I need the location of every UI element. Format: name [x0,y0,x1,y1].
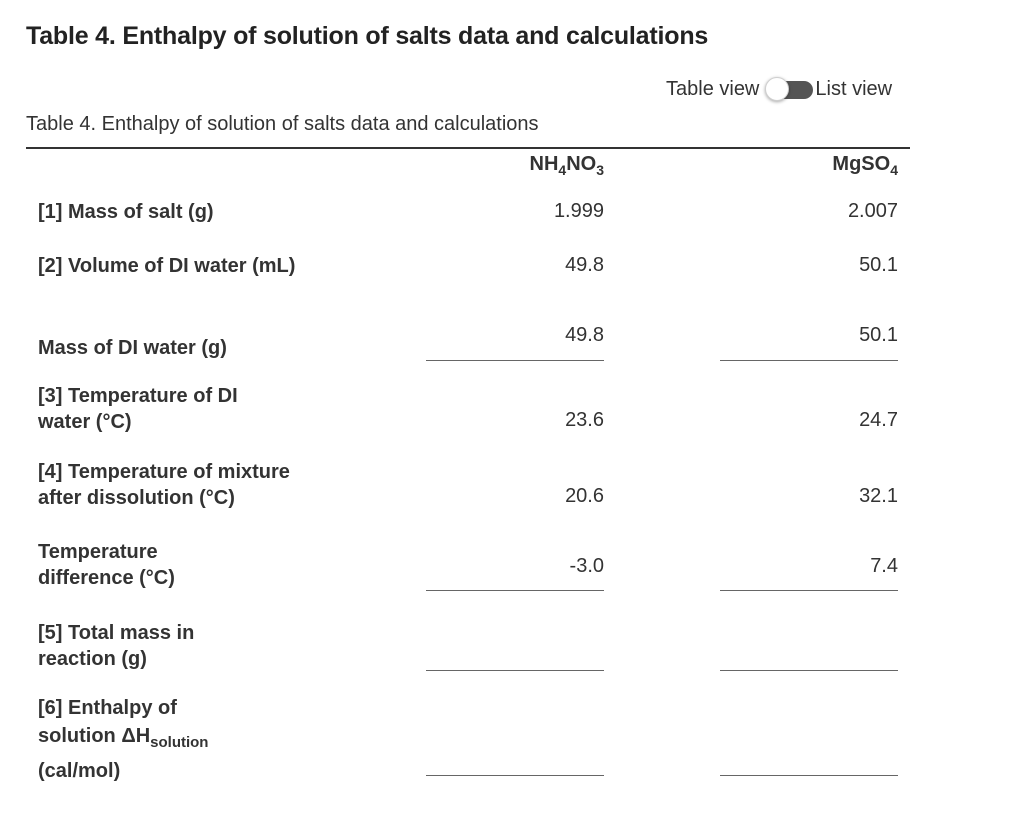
cell-temp-water-nh4no3: 23.6 [565,409,604,431]
label-line: after dissolution (°C) [38,487,235,509]
view-switch[interactable] [765,79,811,101]
table-top-rule [26,147,910,149]
input-underline [720,360,898,361]
table-caption: Table 4. Enthalpy of solution of salts data and calculations [26,113,539,135]
label-line: [5] Total mass in [38,622,195,644]
cell-mass-of-salt-nh4no3: 1.999 [553,200,604,222]
label-line: difference (°C) [38,567,175,589]
column-header-mgso4: MgSO$_4$ [832,153,898,178]
input-mass-of-water-mgso4[interactable]: 50.1 [859,324,898,346]
view-toggle[interactable] [666,78,892,101]
cell-temp-mixture-mgso4: 32.1 [859,485,898,507]
cell-temp-mixture-nh4no3: 20.6 [565,485,604,507]
cell-mass-of-salt-mgso4: 2.007 [847,200,898,222]
input-temp-difference-nh4no3[interactable]: -3.0 [569,555,604,577]
input-underline [720,670,898,671]
input-underline [426,360,604,361]
row-label-mass-of-salt: [1] Mass of salt (g) [38,201,214,223]
label-line: Temperature [38,541,158,563]
label-line: [6] Enthalpy of [38,697,177,719]
table-view-label[interactable]: Table view [666,78,760,100]
input-underline [720,590,898,591]
row-label-temperature-of-mixture [38,459,338,511]
row-label-volume-of-water: [2] Volume of DI water (mL) [38,255,296,277]
row-label-temperature-of-water [38,383,338,435]
input-underline [426,775,604,776]
column-header-nh4no3: $NH_4NO_3$ [529,153,604,178]
input-temp-difference-mgso4[interactable]: 7.4 [870,555,898,577]
row-label-mass-of-water: Mass of DI water (g) [38,337,227,359]
label-line: water (°C) [38,411,132,433]
input-underline [426,670,604,671]
list-view-label[interactable]: List view [815,78,893,100]
row-label-temperature-difference [38,539,338,591]
label-line: [4] Temperature of mixture [38,461,290,483]
label-line: solution $\Delta H_{solution}$ [38,725,209,751]
label-line: (cal/mol) [38,760,121,782]
input-underline [720,775,898,776]
page-title: Table 4. Enthalpy of solution of salts data and calculations [26,22,709,50]
label-line: reaction (g) [38,648,147,670]
cell-volume-mgso4: 50.1 [859,254,898,276]
row-label-enthalpy [38,694,338,785]
label-line: [3] Temperature of DI [38,385,238,407]
cell-temp-water-mgso4: 24.7 [859,409,898,431]
input-underline [426,590,604,591]
input-mass-of-water-nh4no3[interactable]: 49.8 [565,324,604,346]
cell-volume-nh4no3: 49.8 [565,254,604,276]
row-label-total-mass [38,620,338,672]
switch-knob[interactable] [765,77,789,101]
